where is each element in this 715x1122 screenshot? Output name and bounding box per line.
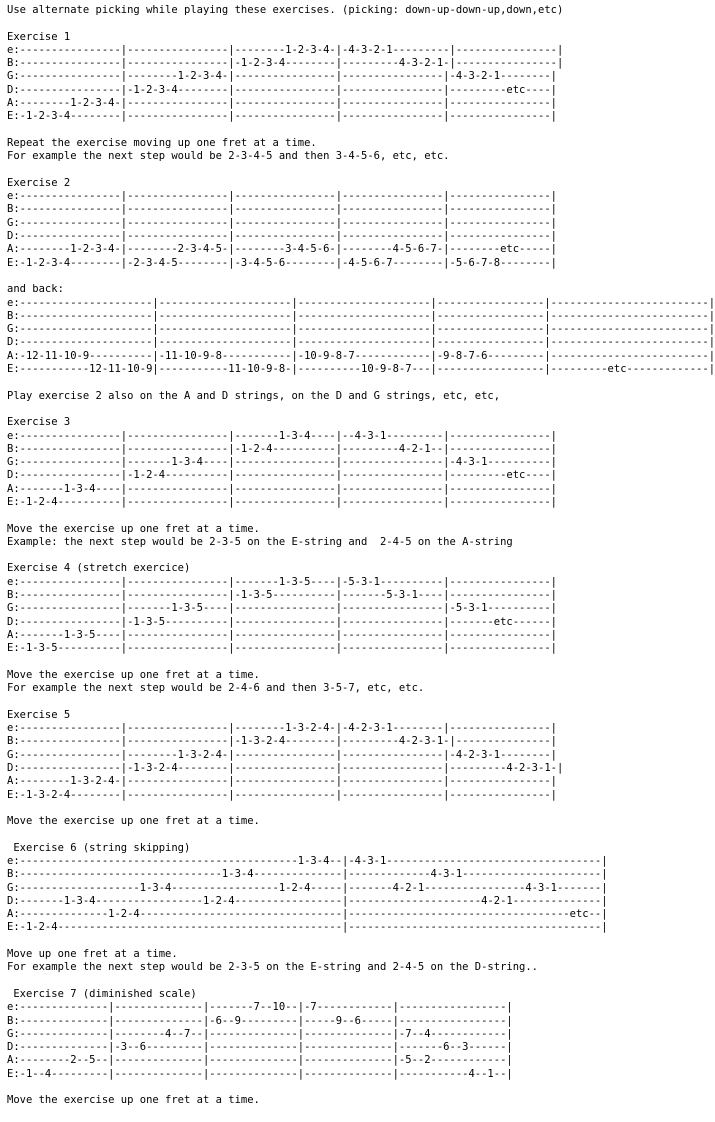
blank-line (7, 656, 600, 669)
tab-string-d-line: D:-------1-3-4-----------------1-2-4-----------------|---------------------4-2-1--------------| (7, 894, 608, 907)
tab-string-a-line: A:-12-11-10-9----------|-11-10-9-8-----------|-10-9-8-7------------|-9-8-7-6---------|-------------------------| (7, 349, 715, 362)
tab-string-e-line: E:-1-3-2-4--------|----------------|----------------|----------------|----------------| (7, 788, 557, 801)
tab-string-g-line: G:----------------|--------1-3-2-4-|----------------|----------------|-4-2-3-1--------| (7, 748, 557, 761)
tab-string-b-line: B:----------------|----------------|----------------|----------------|----------------| (7, 203, 557, 216)
tab-string-d-line: D:--------------|-3--6---------|--------------|--------------|-------6--3------| (7, 1041, 513, 1054)
tab-string-d-line: D:----------------|-1-3-2-4--------|----------------|----------------|---------4-2-3-1-| (7, 761, 564, 774)
instruction-text: Move the exercise up one fret at a time. (7, 522, 260, 535)
instruction-text: Move the exercise up one fret at a time. (7, 815, 260, 828)
instruction-text: For example the next step would be 2-3-4-5 and then 3-4-5-6, etc, etc. (7, 150, 450, 163)
tab-string-g-line: G:-------------------1-3-4-----------------1-2-4-----|-------4-2-1----------------4-3-1-------| (7, 881, 608, 894)
tab-string-g-line: G:----------------|-------1-3-4----|----------------|----------------|-4-3-1----------| (7, 456, 557, 469)
tab-string-d-line: D:---------------------|---------------------|---------------------|-----------------|-------------------------| (7, 336, 715, 349)
tab-string-e-line: e:--------------------------------------------1-3-4--|-4-3-1----------------------------------| (7, 855, 608, 867)
tab-string-a-line: A:--------1-2-3-4-|--------2-3-4-5-|--------3-4-5-6-|--------4-5-6-7-|--------etc-----| (7, 243, 557, 256)
instruction-text: For example the next step would be 2-4-6 and then 3-5-7, etc, etc. (7, 682, 425, 695)
section-label: and back: (7, 283, 64, 296)
tab-string-g-line: G:----------------|-------1-3-5----|----------------|----------------|-5-3-1----------| (7, 602, 557, 615)
tab-string-g-line: G:---------------------|---------------------|---------------------|-----------------|-------------------------| (7, 323, 715, 336)
tab-string-b-line: B:----------------|----------------|-1-3-2-4--------|---------4-2-3-1-|---------------| (7, 735, 557, 748)
tab-string-b-line: B:----------------|----------------|-1-2-4----------|---------4-2-1--|----------------| (7, 442, 557, 455)
instruction-text: Play exercise 2 also on the A and D strings, on the D and G strings, etc, etc, (7, 389, 501, 402)
blank-line (7, 1081, 600, 1094)
tab-string-d-line: D:----------------|-1-2-3-4--------|----------------|----------------|---------etc----| (7, 83, 557, 96)
exercise-heading: Exercise 1 (7, 30, 71, 43)
instruction-text: Move up one fret at a time. (7, 948, 178, 961)
exercise-heading: Exercise 2 (7, 176, 71, 189)
tab-string-a-line: A:--------2--5--|--------------|--------------|--------------|-5--2------------| (7, 1054, 513, 1067)
instruction-text: For example the next step would be 2-3-5 on the E-string and 2-4-5 on the D-string.. (7, 961, 539, 974)
tab-string-b-line: B:--------------------------------1-3-4--------------|-------------4-3-1----------------------| (7, 868, 608, 881)
instruction-text: Example: the next step would be 2-3-5 on the E-string and 2-4-5 on the A-string (7, 535, 513, 548)
blank-line (7, 549, 600, 562)
tab-string-a-line: A:--------1-2-3-4-|----------------|----------------|----------------|----------------| (7, 97, 557, 110)
blank-line (7, 376, 600, 389)
tab-string-e-line: e:--------------|--------------|-------7--10--|-7------------|-----------------| (7, 1001, 513, 1014)
tab-string-e-line: e:----------------|----------------|-------1-3-5----|-5-3-1----------|----------------| (7, 575, 557, 588)
tab-string-g-line: G:--------------|--------4--7--|--------------|--------------|-7--4------------| (7, 1027, 513, 1040)
blank-line (7, 509, 600, 522)
tab-string-e-line: e:----------------|----------------|--------1-2-3-4-|-4-3-2-1---------|----------------| (7, 43, 564, 56)
instruction-text: Move the exercise up one fret at a time. (7, 668, 260, 681)
instruction-text: Repeat the exercise moving up one fret at a time. (7, 136, 317, 149)
blank-line (7, 935, 600, 948)
tab-string-a-line: A:-------1-3-4----|----------------|----------------|----------------|----------------| (7, 482, 557, 495)
tab-string-a-line: A:-------1-3-5----|----------------|----------------|----------------|----------------| (7, 628, 557, 641)
tab-string-b-line: B:----------------|----------------|-1-2-3-4--------|---------4-3-2-1-|----------------| (7, 57, 564, 70)
tab-string-a-line: A:--------------1-2-4--------------------------------|-----------------------------------etc--| (7, 908, 608, 921)
tab-string-e-line: E:-----------12-11-10-9|-----------11-10-9-8-|----------10-9-8-7---|-----------------|---------etc-------------| (7, 363, 715, 376)
blank-line (7, 802, 600, 815)
instruction-text: Move the exercise up one fret at a time. (7, 1094, 260, 1107)
instruction-text: Use alternate picking while playing these exercises. (picking: down-up-down-up,down,etc) (7, 4, 564, 16)
exercise-heading: Exercise 4 (stretch exercice) (7, 562, 191, 575)
tab-string-e-line: e:----------------|----------------|--------1-3-2-4-|-4-2-3-1--------|----------------| (7, 722, 557, 735)
tab-string-d-line: D:----------------|----------------|----------------|----------------|----------------| (7, 230, 557, 243)
blank-line (7, 270, 600, 283)
tab-string-e-line: e:---------------------|---------------------|---------------------|-----------------|-------------------------| (7, 296, 715, 309)
blank-line (7, 695, 600, 708)
exercise-heading: Exercise 6 (string skipping) (7, 841, 191, 854)
tab-string-e-line: e:----------------|----------------|-------1-3-4----|--4-3-1---------|----------------| (7, 429, 557, 442)
blank-line (7, 975, 600, 988)
tab-string-g-line: G:----------------|----------------|----------------|----------------|----------------| (7, 216, 557, 229)
tab-string-b-line: B:--------------|--------------|-6--9---------|-----9--6-----|-----------------| (7, 1014, 513, 1027)
tab-string-e-line: E:-1-2-4----------|----------------|----------------|----------------|----------------| (7, 495, 557, 508)
exercise-heading: Exercise 3 (7, 416, 71, 429)
tab-string-e-line: E:-1-2-4---------------------------------------------|----------------------------------------| (7, 921, 608, 934)
tab-string-b-line: B:----------------|----------------|-1-3-5----------|-------5-3-1----|----------------| (7, 589, 557, 602)
tab-string-b-line: B:---------------------|---------------------|---------------------|-----------------|-------------------------| (7, 309, 715, 322)
exercise-heading: Exercise 5 (7, 708, 71, 721)
blank-line (7, 828, 600, 841)
blank-line (7, 124, 600, 137)
exercise-heading: Exercise 7 (diminished scale) (7, 987, 197, 1000)
tab-string-e-line: E:-1-2-3-4--------|----------------|----------------|----------------|----------------| (7, 110, 557, 123)
blank-line (7, 17, 600, 30)
tab-string-d-line: D:----------------|-1-2-4----------|----------------|----------------|---------etc----| (7, 469, 557, 482)
tab-string-e-line: E:-1-3-5----------|----------------|----------------|----------------|----------------| (7, 642, 557, 655)
tab-string-g-line: G:----------------|--------1-2-3-4-|----------------|----------------|-4-3-2-1--------| (7, 70, 557, 83)
tab-string-e-line: e:----------------|----------------|----------------|----------------|----------------| (7, 190, 557, 203)
tab-string-e-line: E:-1--4---------|--------------|--------------|--------------|-----------4--1--| (7, 1067, 513, 1080)
tab-string-a-line: A:--------1-3-2-4-|----------------|----------------|----------------|----------------| (7, 775, 557, 788)
tab-string-e-line: E:-1-2-3-4--------|-2-3-4-5--------|-3-4-5-6--------|-4-5-6-7--------|-5-6-7-8--------| (7, 256, 557, 269)
tab-string-d-line: D:----------------|-1-3-5----------|----------------|----------------|-------etc------| (7, 615, 557, 628)
blank-line (7, 403, 600, 416)
blank-line (7, 164, 600, 177)
